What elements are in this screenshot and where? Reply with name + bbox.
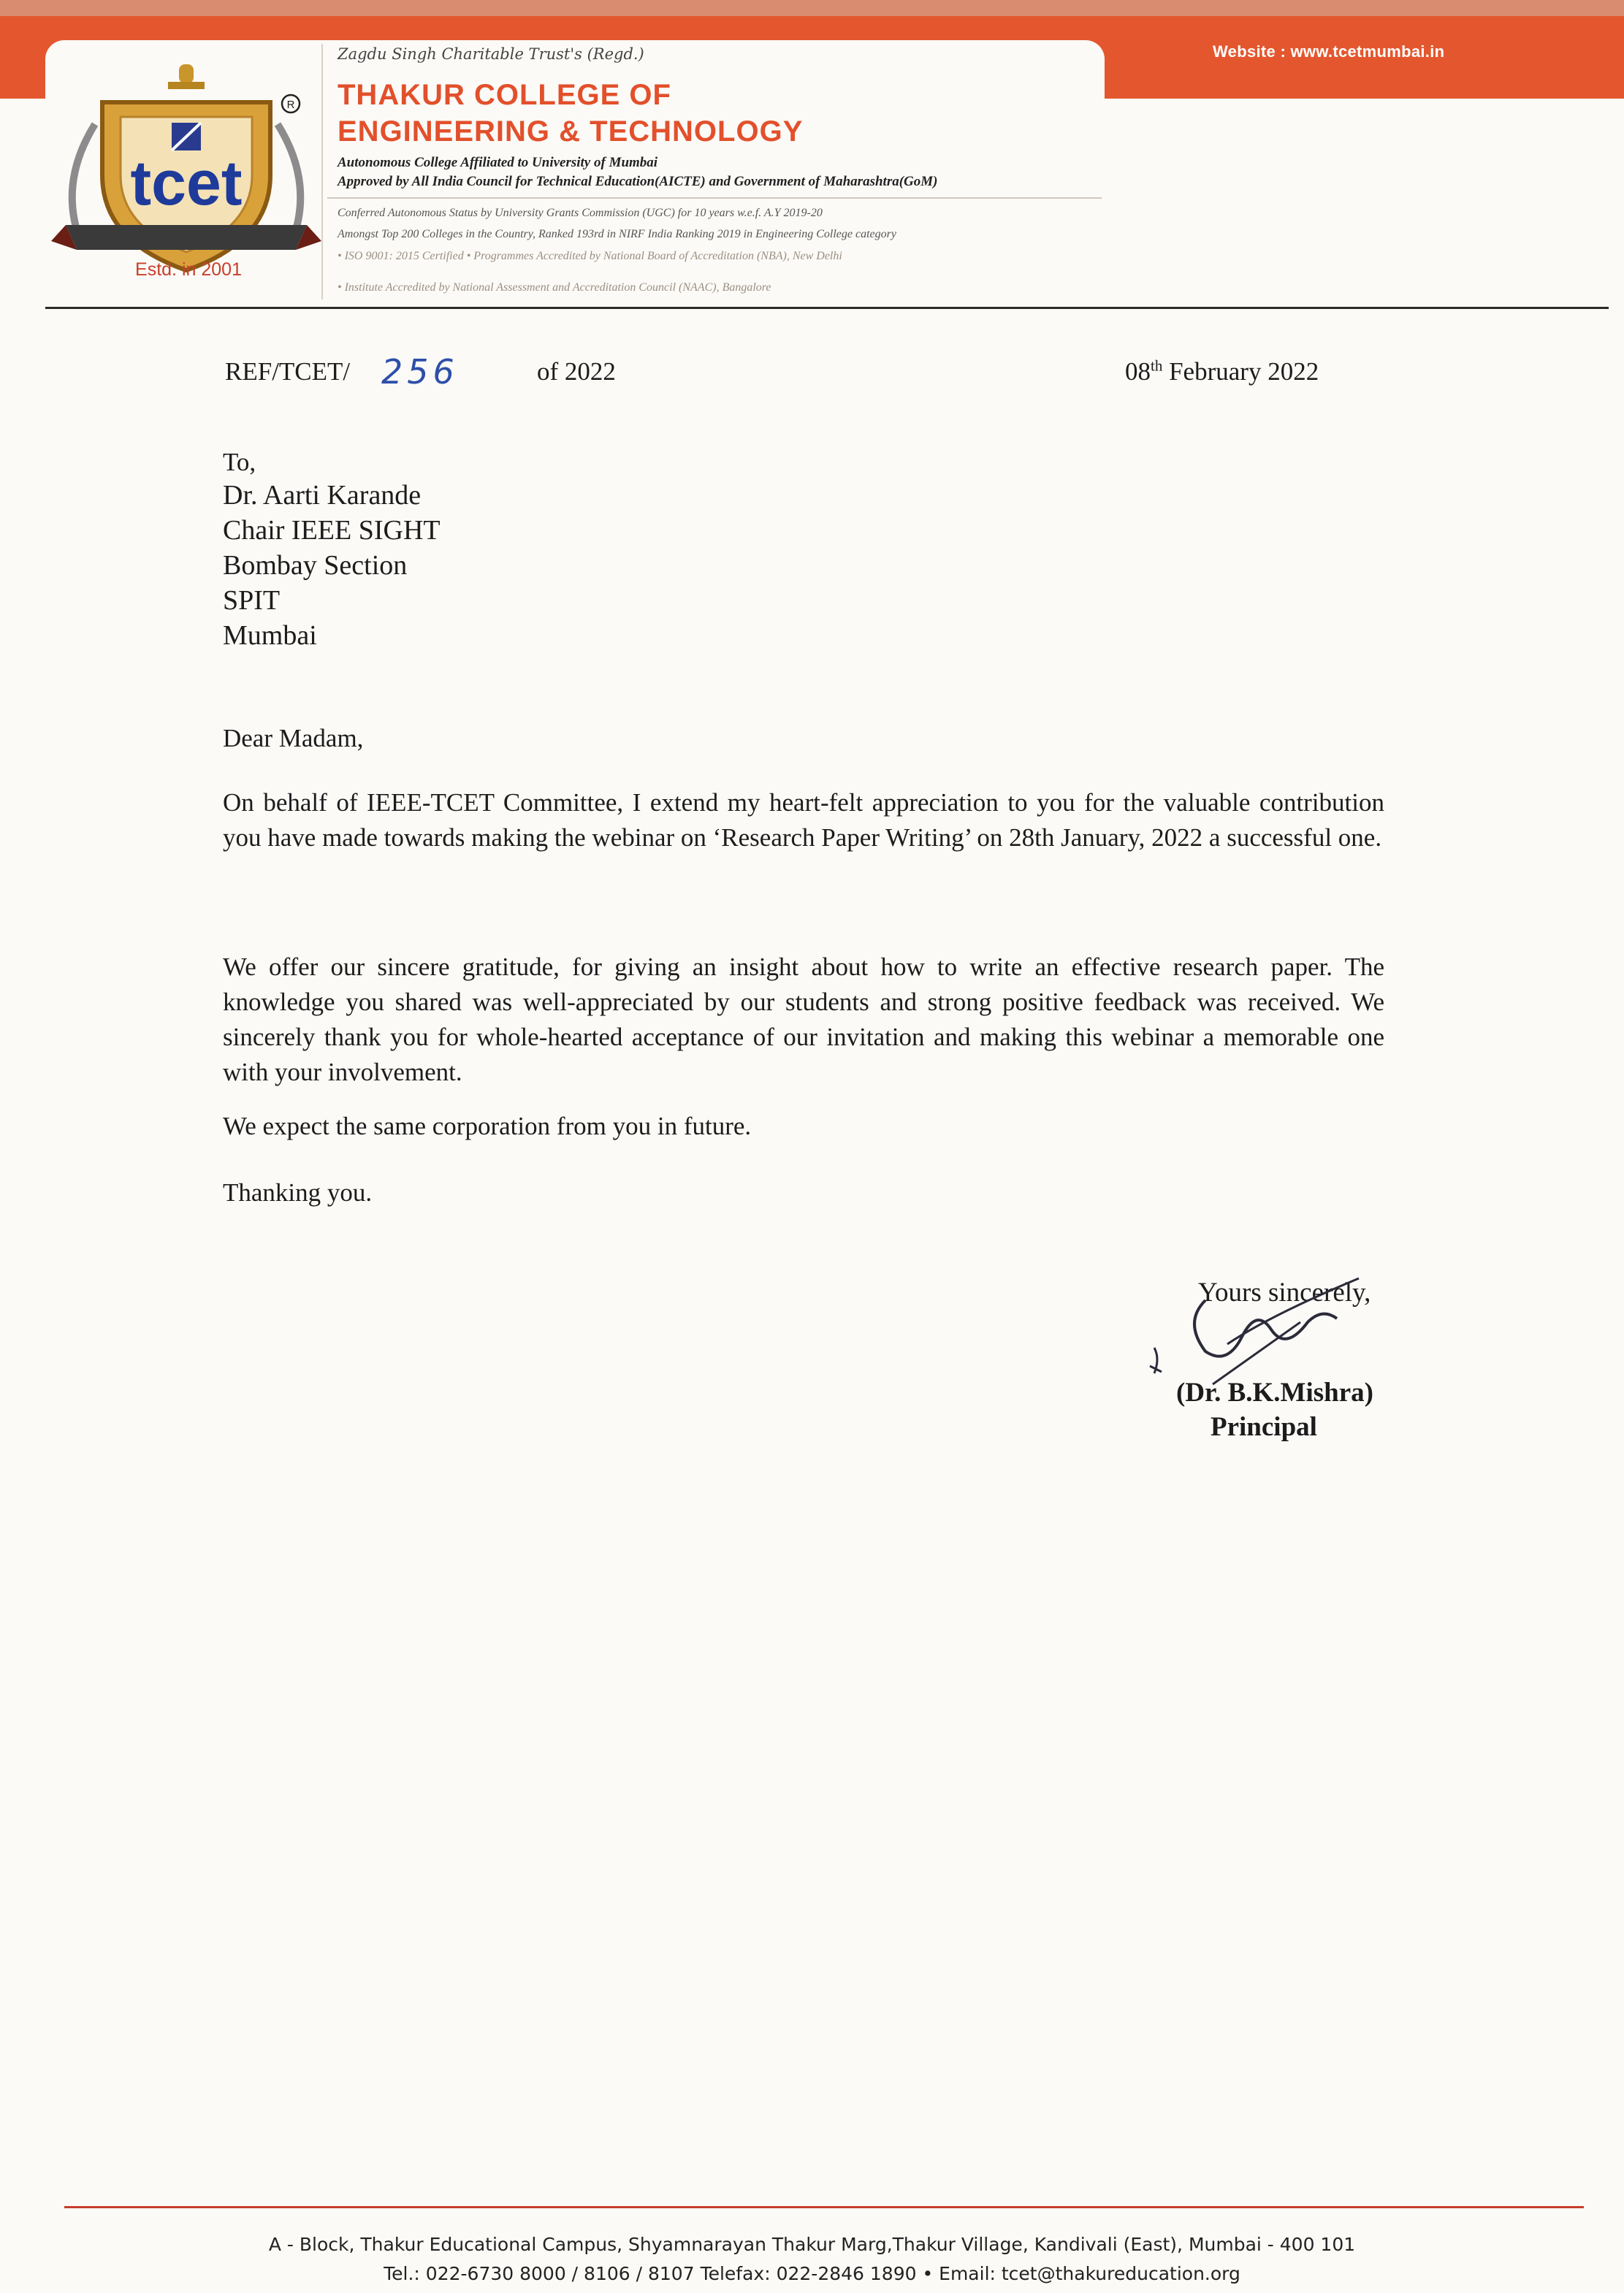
body-paragraph-1: On behalf of IEEE-TCET Committee, I extend my heart-felt appreciation to you for the valuable contribution you have made towards making the webinar on ‘Research Paper Writing’ on 28th January, 2022 a successful one.: [223, 788, 1384, 852]
body-paragraph-2: We offer our sincere gratitude, for giving an insight about how to write an effective research paper. The knowledge you shared was well-appreciated by our students and strong positive feedback was received. We sincerely thank you for whole-hearted acceptance of our invitation and making this webinar a memorable one with your involvement.: [223, 953, 1384, 1086]
valediction: Yours sincerely,: [1198, 1278, 1371, 1308]
recipient-to: To,: [223, 448, 256, 476]
reference-prefix: REF/TCET/: [225, 357, 351, 386]
footer-address: A - Block, Thakur Educational Campus, Shyamnarayan Thakur Marg,Thakur Village, Kandivali (East), Mumbai - 400 101: [268, 2234, 1356, 2255]
ranking-line: Amongst Top 200 Colleges in the Country, Ranked 193rd in NIRF India Ranking 2019 in Engineering College category: [338, 228, 896, 240]
recipient-title: Chair IEEE SIGHT: [223, 515, 441, 546]
college-name-line1: THAKUR COLLEGE OF: [338, 79, 671, 111]
college-name-line2: ENGINEERING & TECHNOLOGY: [338, 115, 804, 148]
accreditation-line: • Institute Accredited by National Assessment and Accreditation Council (NAAC), Bangalore: [338, 281, 771, 294]
date-month-year: February 2022: [1162, 357, 1319, 386]
recipient-city: Mumbai: [223, 620, 317, 651]
recipient-institute: SPIT: [223, 585, 281, 616]
letterhead-rule: [45, 307, 1609, 309]
letterhead-divider-horizontal: [327, 197, 1102, 199]
signatory-designation: Principal: [1211, 1412, 1317, 1442]
reference-number: 256: [381, 352, 459, 392]
date-day: 08: [1125, 357, 1151, 386]
status-line: Conferred Autonomous Status by University Grants Commission (UGC) for 10 years w.e.f. A.Y 2019-20: [338, 207, 823, 219]
letterhead-divider-vertical: [321, 44, 323, 299]
certification-line: • ISO 9001: 2015 Certified • Programmes Accredited by National Board of Accreditation (NBA), New Delhi: [338, 250, 842, 262]
letterhead-band-fade: [0, 0, 1624, 16]
website-label: Website : www.tcetmumbai.in: [1213, 42, 1445, 61]
established-year: Estd. in 2001: [135, 259, 242, 280]
footer-contacts: Tel.: 022-6730 8000 / 8106 / 8107 Telefax: 022-2846 1890 • Email: tcet@thakureducation.org: [384, 2263, 1240, 2284]
letterhead-card-extension: [1052, 99, 1624, 303]
body-paragraph-3: We expect the same corporation from you in future.: [223, 1112, 752, 1140]
closing-thanks: Thanking you.: [223, 1178, 373, 1207]
reference-year: of 2022: [537, 357, 616, 386]
crest-icon: [51, 58, 321, 292]
date-suffix: th: [1151, 356, 1163, 375]
svg-text:tcet: tcet: [130, 148, 243, 218]
college-logo: [51, 58, 321, 292]
recipient-section: Bombay Section: [223, 550, 408, 581]
letter-date: [1125, 356, 1319, 387]
signatory-name: (Dr. B.K.Mishra): [1176, 1378, 1373, 1408]
footer-rule: [64, 2206, 1584, 2208]
svg-text:R: R: [286, 99, 295, 111]
recipient-name: Dr. Aarti Karande: [223, 480, 422, 511]
salutation: Dear Madam,: [223, 724, 364, 752]
approval-text: Approved by All India Council for Technical Education(AICTE) and Government of Maharashtra(GoM): [338, 174, 938, 189]
affiliation-text: Autonomous College Affiliated to University of Mumbai: [338, 155, 658, 170]
trust-name: Zagdu Singh Charitable Trust's (Regd.): [338, 45, 644, 63]
